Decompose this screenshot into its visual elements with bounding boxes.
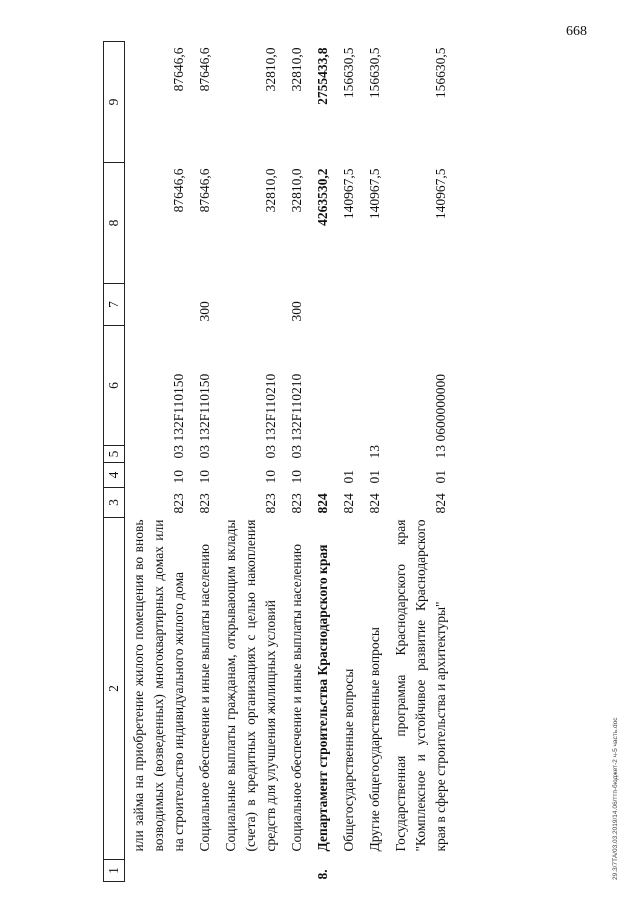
section-code: 01: [367, 470, 382, 484]
expense-type-code: [125, 284, 192, 326]
section-code: 10: [197, 470, 212, 484]
target-article-code: 0600000000: [433, 374, 448, 442]
row-name: Другие общегосударственные вопросы: [367, 627, 382, 852]
section-code: 10: [263, 470, 278, 484]
target-article-code: 132F110210: [289, 373, 304, 442]
table-row: [191, 42, 217, 882]
column-header-7: 7: [104, 284, 125, 326]
expense-type-code: [309, 284, 335, 326]
section-code: 10: [171, 470, 186, 484]
amount-year-1: 87646,6: [171, 168, 186, 213]
table-row: [125, 42, 192, 882]
section-code: 01: [433, 470, 448, 484]
expense-type-code: [335, 284, 361, 326]
row-name: Социальное обеспечение и иные выплаты населению: [197, 544, 212, 852]
subsection-code: 13: [433, 445, 448, 459]
amount-year-1: 32810,0: [289, 168, 304, 213]
row-number: [191, 860, 217, 882]
amount-year-2: 156630,5: [367, 47, 382, 99]
column-header-9: 9: [104, 42, 125, 163]
subsection-code: [309, 446, 335, 463]
subsection-code: 03: [263, 445, 278, 459]
ministry-code: 824: [367, 493, 382, 514]
ministry-code: 824: [315, 493, 330, 514]
column-header-8: 8: [104, 163, 125, 284]
row-number: 8.: [315, 869, 330, 880]
target-article-code: 132F110210: [263, 373, 278, 442]
amount-year-2: 87646,6: [171, 47, 186, 92]
row-number: [361, 860, 387, 882]
amount-year-2: 2755433,8: [315, 47, 330, 105]
file-path-footer: 29.3/7ТА/03.03.2019/14.06/ттп-бюджет-2 ч-5 часть.doc: [612, 717, 619, 880]
budget-table: [103, 41, 453, 882]
section-code: [309, 463, 335, 488]
column-header-3: 3: [104, 488, 125, 518]
expense-type-code: 300: [197, 301, 212, 322]
table-header: [104, 42, 125, 882]
subsection-code: 03: [289, 445, 304, 459]
ministry-code: 823: [197, 493, 212, 514]
amount-year-1: 140967,5: [341, 168, 356, 220]
section-code: 10: [289, 470, 304, 484]
row-name: Общегосударственные вопросы: [341, 668, 356, 852]
ministry-code: 823: [263, 493, 278, 514]
target-article-code: [309, 326, 335, 446]
section-code: 01: [341, 470, 356, 484]
amount-year-2: 156630,5: [433, 47, 448, 99]
target-article-code: 132F110150: [171, 373, 186, 442]
column-header-4: 4: [104, 463, 125, 488]
amount-year-2: 32810,0: [263, 47, 278, 92]
column-header-1: 1: [104, 860, 125, 882]
ministry-code: 823: [171, 493, 186, 514]
column-header-5: 5: [104, 446, 125, 463]
row-name: Социальное обеспечение и иные выплаты населению: [289, 544, 304, 852]
table-body: [125, 42, 454, 882]
amount-year-1: 87646,6: [197, 168, 212, 213]
subsection-code: 03: [171, 445, 186, 459]
row-name: Государственная программа Краснодарского края "Комплексное и устойчивое развитие Краснодарского края в сфере строительства и архитектуры": [393, 519, 448, 852]
ministry-code: 824: [341, 493, 356, 514]
amount-year-1: 140967,5: [367, 168, 382, 220]
page-number: 668: [566, 24, 587, 39]
amount-year-1: 32810,0: [263, 168, 278, 213]
amount-year-2: 32810,0: [289, 47, 304, 92]
table-row: [283, 42, 309, 882]
table-row: [217, 42, 283, 882]
table-row: [335, 42, 361, 882]
row-number: [335, 860, 361, 882]
row-number: [217, 860, 283, 882]
expense-type-code: [361, 284, 387, 326]
column-header-2: 2: [104, 518, 125, 860]
row-name: Социальные выплаты гражданам, открывающим вклады (счета) в кредитных организациях с целью накопления средств для улучшения жилищных условий: [223, 519, 278, 852]
subsection-code: 03: [197, 445, 212, 459]
amount-year-1: 140967,5: [433, 168, 448, 220]
row-name: или займа на приобретение жилого помещения во вновь возводимых (возведенных) многоквартирных домах или на строительство индивидуального жилого дома: [131, 519, 186, 852]
table-row: [387, 42, 453, 882]
target-article-code: [361, 326, 387, 446]
target-article-code: 132F110150: [197, 373, 212, 442]
ministry-code: 823: [289, 493, 304, 514]
expense-type-code: 300: [289, 301, 304, 322]
subsection-code: 13: [367, 445, 382, 459]
amount-year-2: 156630,5: [341, 47, 356, 99]
table-row: [309, 42, 335, 882]
table-row: [361, 42, 387, 882]
amount-year-1: 4263530,2: [315, 168, 330, 226]
row-name: Департамент строительства Краснодарского края: [315, 544, 330, 852]
expense-type-code: [387, 284, 453, 326]
row-number: [283, 860, 309, 882]
ministry-code: 824: [433, 493, 448, 514]
subsection-code: [335, 446, 361, 463]
rotated-table-page: [103, 42, 599, 882]
expense-type-code: [217, 284, 283, 326]
column-header-6: 6: [104, 326, 125, 446]
row-number: [387, 860, 453, 882]
row-number: [125, 860, 192, 882]
amount-year-2: 87646,6: [197, 47, 212, 92]
target-article-code: [335, 326, 361, 446]
